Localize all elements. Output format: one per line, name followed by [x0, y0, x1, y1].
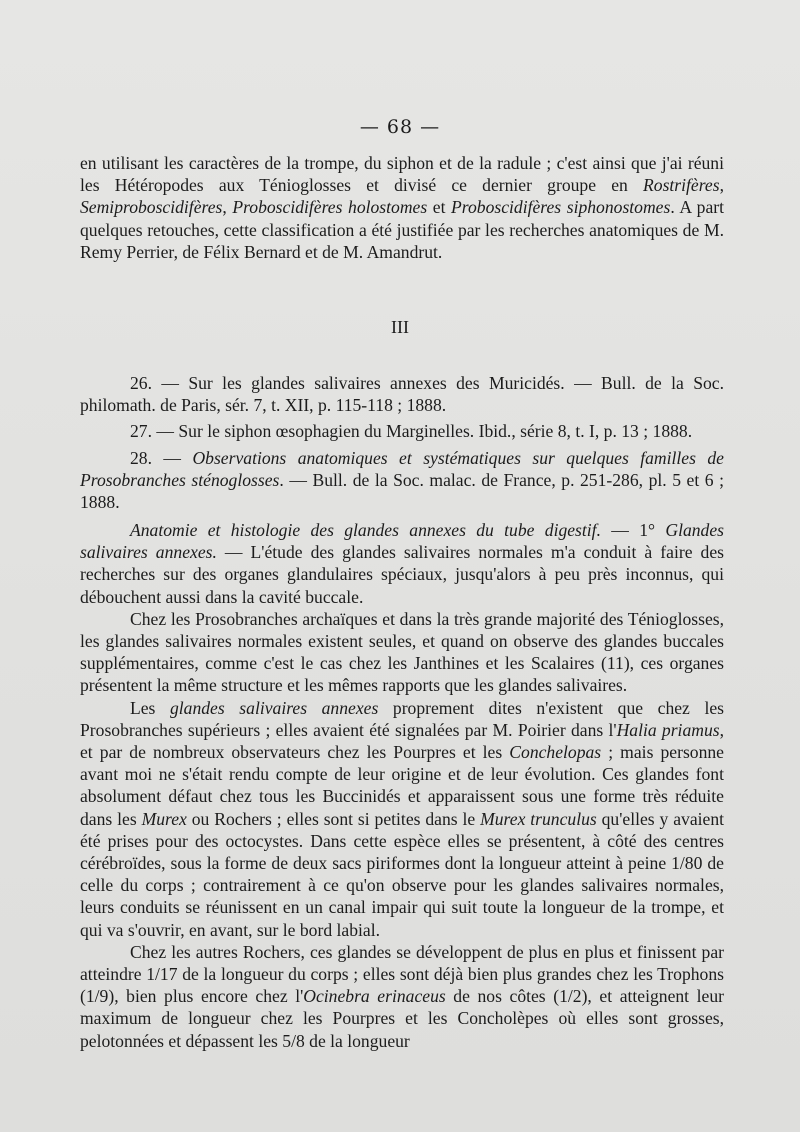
reference-item: 26. — Sur les glandes salivaires annexes des Muricidés. — Bull. de la Soc. philomath. de Paris, sér. 7, t. XII, p. 115-118 ; 1888. [80, 373, 724, 416]
body-text [80, 519, 724, 1052]
reference-item: 28. — Observations anatomiques et systématiques sur quelques familles de Prosobranches sténoglosses. — Bull. de la Soc. malac. de France, p. 251-286, pl. 5 et 6 ; 1888. [80, 447, 724, 513]
paragraph: Chez les autres Rochers, ces glandes se développent de plus en plus et finissent par atteindre 1/17 de la longueur du corps ; elles sont déjà bien plus grandes chez les Trophons (1/9), bien plus encore chez l'Ocinebra erinaceus de nos côtes (1/2), et atteignent leur maximum de longueur chez les Pourpres et les Concholèpes où elles sont grosses, pelotonnées et dépassent les 5/8 de la longueur [80, 941, 724, 1051]
reference-item: 27. — Sur le siphon œsophagien du Marginelles. Ibid., série 8, t. I, p. 13 ; 1888. [130, 421, 693, 442]
intro-paragraph [80, 152, 724, 263]
page-number: — 68 — [359, 116, 441, 138]
paragraph: Anatomie et histologie des glandes annexes du tube digestif. — 1° Glandes salivaires annexes. — L'étude des glandes salivaires normales m'a conduit à faire des recherches sur des organes glandulaires spéciaux, jusqu'alors à peu près inconnus, qui débouchent aussi dans la cavité buccale. [80, 520, 724, 607]
paragraph: Les glandes salivaires annexes proprement dites n'existent que chez les Prosobranches supérieurs ; elles avaient été signalées par M. Poirier dans l'Halia priamus, et par de nombreux observateurs chez les Pourpres et les Conchelopas ; mais personne avant moi ne s'était rendu compte de leur origine et de leur évolution. Ces glandes font absolument défaut chez tous les Buccinidés et apparaissent sous une forme très réduite dans les Murex ou Rochers ; elles sont si petites dans le Murex trunculus qu'elles y avaient été prises pour des octocystes. Dans cette espèce elles se présentent, à côté des centres cérébroïdes, sous la forme de deux sacs piriformes dont la longueur atteint à peine 1/80 de celle du corps ; contrairement à ce qu'on observe pour les glandes salivaires normales, leurs conduits se réunissent en un canal impair qui suit toute la longueur de la trompe, et qui va s'ouvrir, en avant, sur le bord labial. [80, 697, 725, 940]
references [80, 372, 724, 513]
intro-text: en utilisant les caractères de la trompe, du siphon et de la radule ; c'est ainsi que j'ai réuni les Hétéropodes aux Ténioglosses et divisé ce dernier groupe en Rostrifères, Semiproboscidifères, Proboscidifères holostomes et Proboscidifères siphonostomes. A part quelques retouches, cette classification a été justifiée par les recherches anatomiques de M. Remy Perrier, de Félix Bernard et de M. Amandrut. [80, 153, 725, 262]
section-heading: III [391, 317, 409, 337]
paragraph: Chez les Prosobranches archaïques et dans la très grande majorité des Ténioglosses, les glandes salivaires normales existent seules, et quand on observe des glandes buccales supplémentaires, comme c'est le cas chez les Janthines et les Scalaires (11), ces organes présentent la même structure et les mêmes rapports que les glandes salivaires. [80, 608, 724, 696]
